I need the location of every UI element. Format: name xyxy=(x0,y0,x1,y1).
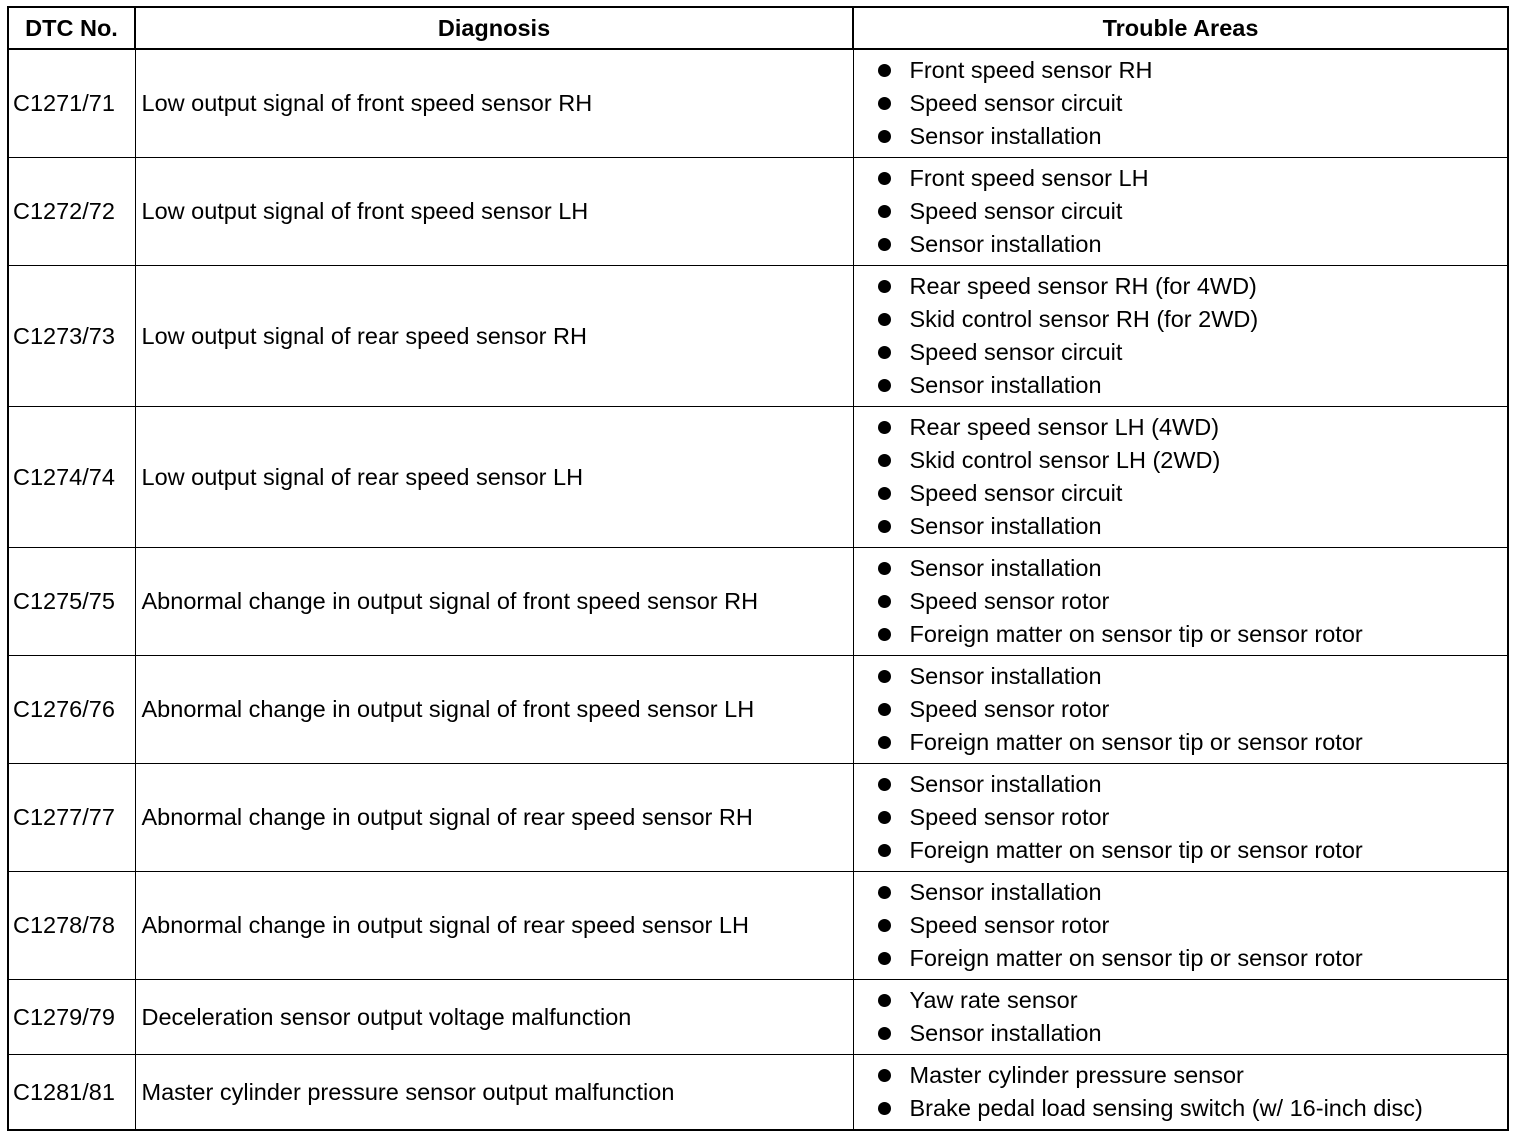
dtc-table-container xyxy=(7,6,1507,1128)
header-diagnosis: Diagnosis xyxy=(135,7,853,49)
trouble-area-item: Speed sensor rotor xyxy=(878,801,1508,834)
trouble-area-item: Speed sensor circuit xyxy=(878,336,1508,369)
trouble-area-item: Sensor installation xyxy=(878,369,1508,402)
dtc-code: C1276/76 xyxy=(8,656,135,764)
diagnosis-cell: Abnormal change in output signal of rear speed sensor LH xyxy=(135,872,853,980)
diagnosis-cell: Deceleration sensor output voltage malfunction xyxy=(135,980,853,1055)
trouble-areas-cell xyxy=(853,764,1508,872)
trouble-area-item: Speed sensor circuit xyxy=(878,195,1508,228)
diagnosis-cell: Low output signal of front speed sensor LH xyxy=(135,158,853,266)
trouble-area-item: Skid control sensor RH (for 2WD) xyxy=(878,303,1508,336)
dtc-code: C1271/71 xyxy=(8,49,135,158)
dtc-code: C1275/75 xyxy=(8,548,135,656)
trouble-area-item: Sensor installation xyxy=(878,1017,1508,1050)
table-body xyxy=(8,49,1508,1130)
trouble-area-item: Sensor installation xyxy=(878,660,1508,693)
trouble-area-item: Foreign matter on sensor tip or sensor rotor xyxy=(878,942,1508,975)
table-row xyxy=(8,656,1508,764)
trouble-area-list xyxy=(878,270,1508,402)
diagnosis-cell: Abnormal change in output signal of rear speed sensor RH xyxy=(135,764,853,872)
trouble-area-item: Front speed sensor RH xyxy=(878,54,1508,87)
dtc-code: C1281/81 xyxy=(8,1055,135,1131)
dtc-code: C1273/73 xyxy=(8,266,135,407)
trouble-areas-cell xyxy=(853,656,1508,764)
table-row xyxy=(8,1055,1508,1131)
trouble-area-item: Rear speed sensor LH (4WD) xyxy=(878,411,1508,444)
trouble-area-item: Speed sensor rotor xyxy=(878,909,1508,942)
trouble-area-list xyxy=(878,162,1508,261)
trouble-area-list xyxy=(878,984,1508,1050)
header-row xyxy=(8,7,1508,49)
trouble-areas-cell xyxy=(853,872,1508,980)
table-row xyxy=(8,158,1508,266)
diagnosis-cell: Low output signal of rear speed sensor LH xyxy=(135,407,853,548)
trouble-areas-cell xyxy=(853,1055,1508,1131)
table-row xyxy=(8,764,1508,872)
dtc-code: C1278/78 xyxy=(8,872,135,980)
trouble-area-item: Sensor installation xyxy=(878,876,1508,909)
trouble-area-list xyxy=(878,660,1508,759)
trouble-area-item: Sensor installation xyxy=(878,552,1508,585)
trouble-area-item: Yaw rate sensor xyxy=(878,984,1508,1017)
diagnosis-cell: Low output signal of front speed sensor RH xyxy=(135,49,853,158)
trouble-area-item: Master cylinder pressure sensor xyxy=(878,1059,1508,1092)
table-row xyxy=(8,548,1508,656)
trouble-areas-cell xyxy=(853,49,1508,158)
trouble-area-item: Skid control sensor LH (2WD) xyxy=(878,444,1508,477)
trouble-area-item: Front speed sensor LH xyxy=(878,162,1508,195)
dtc-code: C1272/72 xyxy=(8,158,135,266)
table-header xyxy=(8,7,1508,49)
trouble-area-item: Speed sensor circuit xyxy=(878,87,1508,120)
trouble-area-item: Foreign matter on sensor tip or sensor rotor xyxy=(878,834,1508,867)
trouble-area-item: Brake pedal load sensing switch (w/ 16-inch disc) xyxy=(878,1092,1508,1125)
table-row xyxy=(8,49,1508,158)
trouble-areas-cell xyxy=(853,407,1508,548)
dtc-table xyxy=(7,6,1509,1131)
diagnosis-cell: Master cylinder pressure sensor output malfunction xyxy=(135,1055,853,1131)
header-dtc-no: DTC No. xyxy=(8,7,135,49)
trouble-areas-cell xyxy=(853,980,1508,1055)
trouble-area-item: Sensor installation xyxy=(878,228,1508,261)
diagnosis-cell: Low output signal of rear speed sensor RH xyxy=(135,266,853,407)
trouble-area-list xyxy=(878,1059,1508,1125)
trouble-area-item: Speed sensor circuit xyxy=(878,477,1508,510)
table-row xyxy=(8,407,1508,548)
trouble-area-item: Speed sensor rotor xyxy=(878,585,1508,618)
header-trouble-areas: Trouble Areas xyxy=(853,7,1508,49)
diagnosis-cell: Abnormal change in output signal of front speed sensor RH xyxy=(135,548,853,656)
dtc-code: C1274/74 xyxy=(8,407,135,548)
trouble-area-item: Sensor installation xyxy=(878,120,1508,153)
table-row xyxy=(8,266,1508,407)
trouble-area-item: Sensor installation xyxy=(878,768,1508,801)
trouble-area-list xyxy=(878,768,1508,867)
table-row xyxy=(8,872,1508,980)
trouble-area-item: Foreign matter on sensor tip or sensor rotor xyxy=(878,618,1508,651)
diagnosis-cell: Abnormal change in output signal of front speed sensor LH xyxy=(135,656,853,764)
dtc-code: C1279/79 xyxy=(8,980,135,1055)
trouble-area-list xyxy=(878,552,1508,651)
trouble-area-item: Rear speed sensor RH (for 4WD) xyxy=(878,270,1508,303)
table-row xyxy=(8,980,1508,1055)
trouble-area-list xyxy=(878,54,1508,153)
trouble-areas-cell xyxy=(853,158,1508,266)
trouble-area-item: Sensor installation xyxy=(878,510,1508,543)
trouble-area-item: Speed sensor rotor xyxy=(878,693,1508,726)
trouble-area-item: Foreign matter on sensor tip or sensor rotor xyxy=(878,726,1508,759)
trouble-areas-cell xyxy=(853,266,1508,407)
trouble-area-list xyxy=(878,876,1508,975)
trouble-area-list xyxy=(878,411,1508,543)
trouble-areas-cell xyxy=(853,548,1508,656)
dtc-code: C1277/77 xyxy=(8,764,135,872)
